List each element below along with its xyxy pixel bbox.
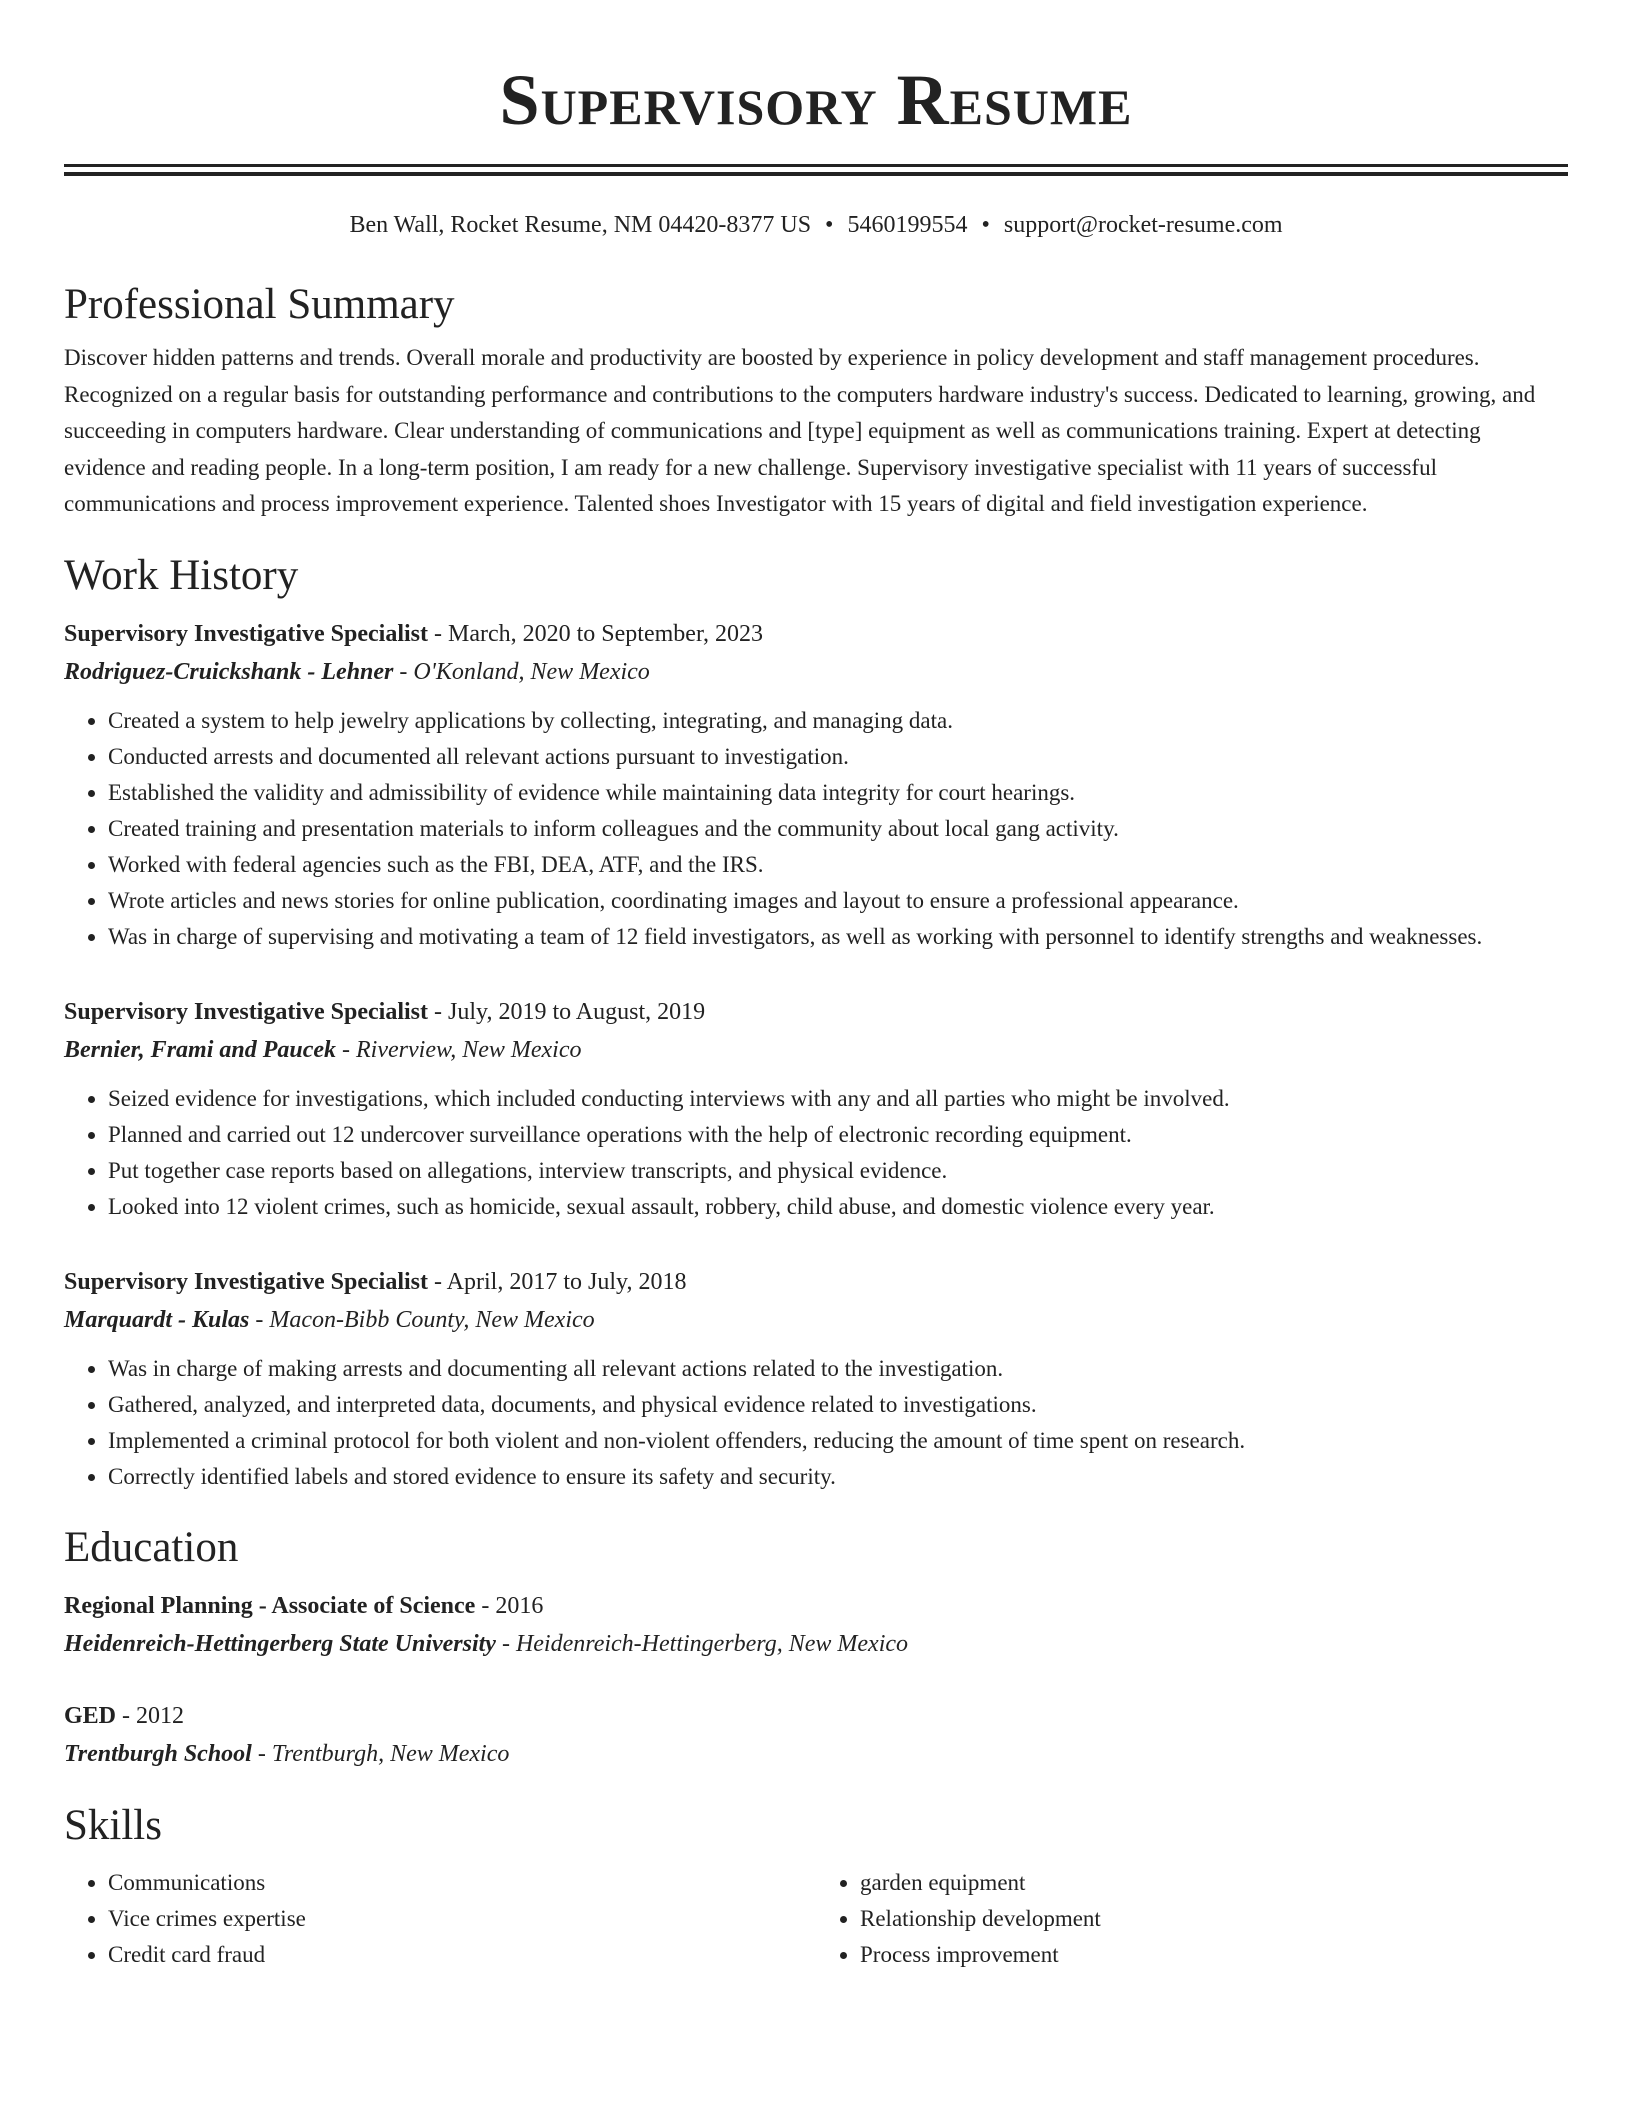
job-dates: - July, 2019 to August, 2019 [428,998,706,1025]
company-line [64,1301,1568,1339]
company-location: - O'Konland, New Mexico [393,658,650,685]
company-location: - Macon-Bibb County, New Mexico [249,1306,595,1333]
job-entry [64,1263,1568,1495]
degree-name: Regional Planning - Associate of Science [64,1592,476,1619]
skill-item: • garden equipment [860,1865,1568,1901]
contact-line [64,210,1568,240]
skill-item: • Vice crimes expertise [108,1901,816,1937]
contact-separator: • [981,212,990,238]
section-title-education: Education [64,1523,239,1571]
company-line [64,1031,1568,1069]
skills-list [64,1865,1568,1973]
job-title: Supervisory Investigative Specialist [64,620,428,647]
company-location: - Riverview, New Mexico [336,1036,582,1063]
section-title-summary: Professional Summary [64,281,455,328]
school-location: - Trentburgh, New Mexico [251,1740,510,1767]
bullet-item: • Looked into 12 violent crimes, such as homicide, sexual assault, robbery, child abuse, and domestic violence every year. [108,1189,1568,1225]
company-line [64,653,1568,691]
bullet-item: • Correctly identified labels and stored evidence to ensure its safety and security. [108,1459,1568,1495]
title-divider [64,164,1568,176]
bullet-item: • Put together case reports based on allegations, interview transcripts, and physical evidence. [108,1153,1568,1189]
contact-separator: • [825,212,834,238]
contact-phone: 5460199554 [847,212,968,238]
school-line [64,1625,1568,1663]
job-bullets [64,1081,1568,1225]
job-title-line [64,993,1568,1031]
degree-year: - 2012 [116,1702,185,1729]
contact-address: Ben Wall, Rocket Resume, NM 04420-8377 US [349,212,812,238]
bullet-item: • Created a system to help jewelry applications by collecting, integrating, and managing data. [108,703,1568,739]
school-name: Heidenreich-Hettingerberg State University [64,1630,496,1657]
job-title: Supervisory Investigative Specialist [64,1268,428,1295]
bullet-item: • Wrote articles and news stories for online publication, coordinating images and layout to ensure a professional appearance. [108,883,1568,919]
company-name: Rodriguez-Cruickshank - Lehner [64,658,394,685]
company-name: Marquardt - Kulas [64,1306,250,1333]
bullet-item: • Worked with federal agencies such as the FBI, DEA, ATF, and the IRS. [108,847,1568,883]
contact-email: support@rocket-resume.com [1003,212,1283,238]
job-entry [64,615,1568,955]
section-title-skills: Skills [64,1801,162,1849]
job-title: Supervisory Investigative Specialist [64,998,428,1025]
school-line [64,1735,1568,1773]
bullet-item: • Conducted arrests and documented all relevant actions pursuant to investigation. [108,739,1568,775]
document-title: Supervisory Resume [499,60,1133,140]
summary-text: Discover hidden patterns and trends. Overall morale and productivity are boosted by experience in policy development and staff management procedures. Recognized on a regular basis for outstanding performance and contributions to the computers hardware industry's success. Dedicated to learning, growing, and succeeding in computers hardware. Clear understanding of communications and [type] equipment as well as communications training. Expert at detecting evidence and reading people. In a long-term position, I am ready for a new challenge. Supervisory investigative specialist with 11 years of successful communications and process improvement experience. Talented shoes Investigator with 15 years of digital and field investigation experience. [64,345,1536,517]
skill-item: • Relationship development [860,1901,1568,1937]
job-entry [64,993,1568,1225]
skills-column-left [64,1865,816,1973]
education-entry [64,1587,1568,1663]
degree-line [64,1587,1568,1625]
education-entry [64,1697,1568,1773]
bullet-item: • Seized evidence for investigations, which included conducting interviews with any and all parties who might be involved. [108,1081,1568,1117]
job-title-line [64,615,1568,653]
job-bullets [64,703,1568,955]
skill-item: • Credit card fraud [108,1937,816,1973]
job-dates: - March, 2020 to September, 2023 [428,620,763,647]
bullet-item: • Planned and carried out 12 undercover surveillance operations with the help of electronic recording equipment. [108,1117,1568,1153]
bullet-item: • Established the validity and admissibility of evidence while maintaining data integrity for court hearings. [108,775,1568,811]
degree-year: - 2016 [475,1592,544,1619]
skill-item: • Communications [108,1865,816,1901]
degree-line [64,1697,1568,1735]
job-dates: - April, 2017 to July, 2018 [428,1268,687,1295]
skills-column-right [816,1865,1568,1973]
school-location: - Heidenreich-Hettingerberg, New Mexico [495,1630,909,1657]
bullet-item: • Was in charge of supervising and motivating a team of 12 field investigators, as well as working with personnel to identify strengths and weaknesses. [108,919,1568,955]
skill-item: • Process improvement [860,1937,1568,1973]
resume-page [64,0,1568,1973]
bullet-item: • Implemented a criminal protocol for both violent and non-violent offenders, reducing the amount of time spent on research. [108,1423,1568,1459]
section-title-work-history: Work History [64,551,299,599]
job-bullets [64,1351,1568,1495]
bullet-item: • Created training and presentation materials to inform colleagues and the community about local gang activity. [108,811,1568,847]
degree-name: GED [64,1702,117,1729]
bullet-item: • Gathered, analyzed, and interpreted data, documents, and physical evidence related to investigations. [108,1387,1568,1423]
bullet-item: • Was in charge of making arrests and documenting all relevant actions related to the investigation. [108,1351,1568,1387]
job-title-line [64,1263,1568,1301]
company-name: Bernier, Frami and Paucek [64,1036,337,1063]
school-name: Trentburgh School [64,1740,252,1767]
